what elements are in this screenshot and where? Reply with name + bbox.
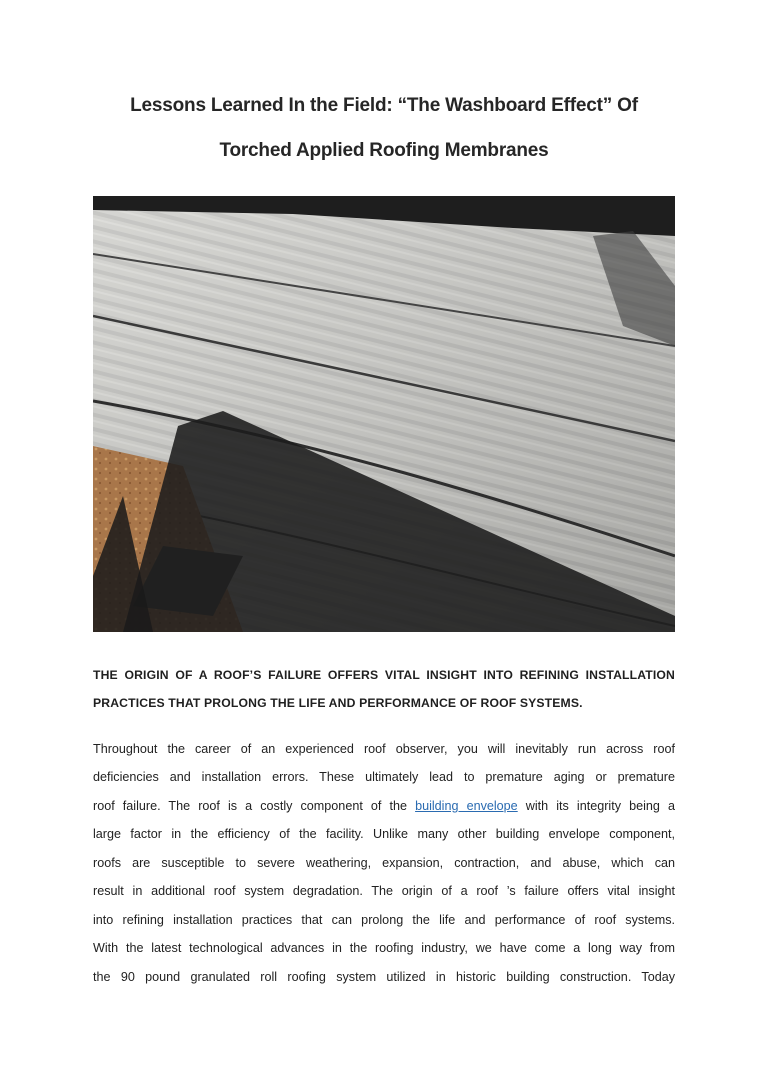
building-envelope-link[interactable]: building envelope bbox=[415, 799, 518, 813]
section-heading-line-2: PRACTICES THAT PROLONG THE LIFE AND PERFORMANCE OF ROOF SYSTEMS. bbox=[93, 696, 583, 710]
body-line-3 bbox=[93, 799, 675, 813]
section-heading-line-1: THE ORIGIN OF A ROOF’S FAILURE OFFERS VITAL INSIGHT INTO REFINING INSTALLATION bbox=[93, 668, 675, 682]
body-line-9: the 90 pound granulated roll roofing system utilized in historic building construction. Today bbox=[93, 970, 675, 984]
body-line-3-text-before: roof failure. The roof is a costly component of the bbox=[93, 799, 416, 813]
body-line-4: large factor in the efficiency of the facility. Unlike many other building envelope component, bbox=[93, 827, 675, 841]
document-title-line-1: Lessons Learned In the Field: “The Washboard Effect” Of bbox=[130, 95, 638, 116]
roof-membrane-photo bbox=[93, 196, 675, 632]
body-line-7: into refining installation practices that can prolong the life and performance of roof systems. bbox=[93, 913, 675, 927]
document-title-line-2: Torched Applied Roofing Membranes bbox=[219, 140, 549, 161]
body-line-3-text-after: with its integrity being a bbox=[517, 799, 675, 813]
body-line-2: deficiencies and installation errors. These ultimately lead to premature aging or premature bbox=[93, 770, 675, 784]
body-line-1: Throughout the career of an experienced roof observer, you will inevitably run across roof bbox=[93, 742, 675, 756]
body-line-6: result in additional roof system degradation. The origin of a roof ’s failure offers vital insight bbox=[93, 884, 675, 898]
body-line-8: With the latest technological advances in the roofing industry, we have come a long way from bbox=[93, 941, 675, 955]
body-line-5: roofs are susceptible to severe weathering, expansion, contraction, and abuse, which can bbox=[93, 856, 675, 870]
